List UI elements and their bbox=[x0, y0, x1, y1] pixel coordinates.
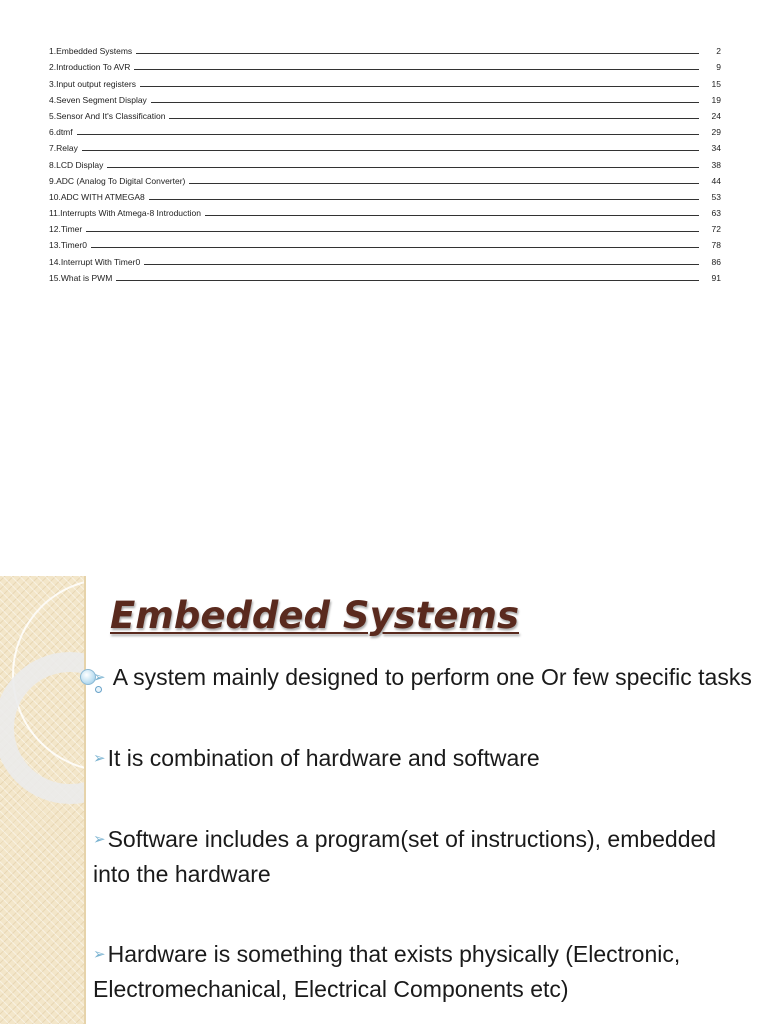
bullet-list bbox=[93, 660, 753, 1006]
toc-entry-title: 8.LCD Display bbox=[49, 159, 104, 170]
toc-entry[interactable] bbox=[49, 40, 721, 56]
bullet-item bbox=[93, 937, 753, 1006]
toc-entry-title: 15.What is PWM bbox=[49, 272, 113, 283]
toc-entry[interactable] bbox=[49, 89, 721, 105]
toc-entry-title: 3.Input output registers bbox=[49, 78, 136, 89]
toc-entry[interactable] bbox=[49, 121, 721, 137]
toc-leader-line bbox=[149, 199, 699, 200]
toc-leader-line bbox=[140, 86, 699, 87]
toc-leader-line bbox=[189, 183, 699, 184]
toc-leader-line bbox=[82, 150, 699, 151]
table-of-contents bbox=[49, 40, 721, 283]
toc-entry-page: 9 bbox=[716, 62, 721, 73]
toc-entry-title: 7.Relay bbox=[49, 143, 78, 154]
toc-leader-line bbox=[91, 247, 699, 248]
toc-entry-title: 6.dtmf bbox=[49, 127, 73, 138]
slide bbox=[0, 576, 768, 1024]
toc-entry[interactable] bbox=[49, 153, 721, 169]
decorative-side-panel bbox=[0, 576, 84, 1024]
toc-entry-page: 29 bbox=[711, 127, 721, 138]
toc-leader-line bbox=[116, 280, 699, 281]
bullet-item bbox=[93, 660, 753, 695]
toc-leader-line bbox=[205, 215, 699, 216]
toc-entry-page: 44 bbox=[711, 175, 721, 186]
toc-leader-line bbox=[169, 118, 699, 119]
toc-entry[interactable] bbox=[49, 267, 721, 283]
toc-entry[interactable] bbox=[49, 218, 721, 234]
bullet-item bbox=[93, 822, 753, 891]
toc-leader-line bbox=[136, 53, 699, 54]
toc-entry-title: 14.Interrupt With Timer0 bbox=[49, 256, 141, 267]
toc-entry-page: 63 bbox=[711, 208, 721, 219]
toc-entry-page: 2 bbox=[716, 46, 721, 57]
arrow-bullet-icon: ➢ bbox=[93, 946, 106, 963]
bullet-text: Software includes a program(set of instructions), embedded into the hardware bbox=[93, 826, 717, 887]
toc-entry[interactable] bbox=[49, 250, 721, 266]
toc-entry-title: 11.Interrupts With Atmega-8 Introduction bbox=[49, 208, 201, 219]
toc-entry-page: 86 bbox=[711, 256, 721, 267]
bullet-text: It is combination of hardware and software bbox=[107, 745, 540, 771]
toc-entry[interactable] bbox=[49, 72, 721, 88]
toc-leader-line bbox=[107, 167, 699, 168]
toc-leader-line bbox=[144, 264, 699, 265]
toc-entry[interactable] bbox=[49, 234, 721, 250]
toc-entry-title: 1.Embedded Systems bbox=[49, 46, 133, 57]
toc-entry-title: 5.Sensor And It's Classification bbox=[49, 110, 166, 121]
toc-leader-line bbox=[86, 231, 699, 232]
toc-entry[interactable] bbox=[49, 202, 721, 218]
toc-entry-title: 9.ADC (Analog To Digital Converter) bbox=[49, 175, 186, 186]
toc-entry-page: 78 bbox=[711, 240, 721, 251]
toc-entry[interactable] bbox=[49, 170, 721, 186]
toc-entry-page: 15 bbox=[711, 78, 721, 89]
arrow-bullet-icon: ➢ bbox=[93, 669, 106, 686]
toc-leader-line bbox=[151, 102, 699, 103]
toc-leader-line bbox=[134, 69, 699, 70]
toc-entry-page: 91 bbox=[711, 272, 721, 283]
toc-entry-title: 12.Timer bbox=[49, 224, 83, 235]
arrow-bullet-icon: ➢ bbox=[93, 831, 106, 848]
toc-entry-page: 72 bbox=[711, 224, 721, 235]
toc-entry-page: 34 bbox=[711, 143, 721, 154]
bullet-item bbox=[93, 741, 753, 776]
toc-entry-title: 4.Seven Segment Display bbox=[49, 94, 147, 105]
toc-entry-title: 2.Introduction To AVR bbox=[49, 62, 131, 73]
toc-entry-page: 38 bbox=[711, 159, 721, 170]
toc-entry-title: 10.ADC WITH ATMEGA8 bbox=[49, 191, 145, 202]
toc-entry[interactable] bbox=[49, 56, 721, 72]
toc-entry-page: 53 bbox=[711, 191, 721, 202]
toc-entry[interactable] bbox=[49, 137, 721, 153]
toc-entry[interactable] bbox=[49, 105, 721, 121]
toc-leader-line bbox=[77, 134, 699, 135]
toc-entry-page: 19 bbox=[711, 94, 721, 105]
toc-entry-title: 13.Timer0 bbox=[49, 240, 87, 251]
arrow-bullet-icon: ➢ bbox=[93, 750, 106, 767]
slide-title: Embedded Systems bbox=[110, 594, 519, 637]
decorative-divider bbox=[84, 576, 86, 1024]
toc-entry[interactable] bbox=[49, 186, 721, 202]
toc-entry-page: 24 bbox=[711, 110, 721, 121]
bullet-text: Hardware is something that exists physically (Electronic, Electromechanical, Electrical Components etc) bbox=[93, 941, 681, 1002]
bullet-text: A system mainly designed to perform one Or few specific tasks bbox=[107, 664, 752, 690]
